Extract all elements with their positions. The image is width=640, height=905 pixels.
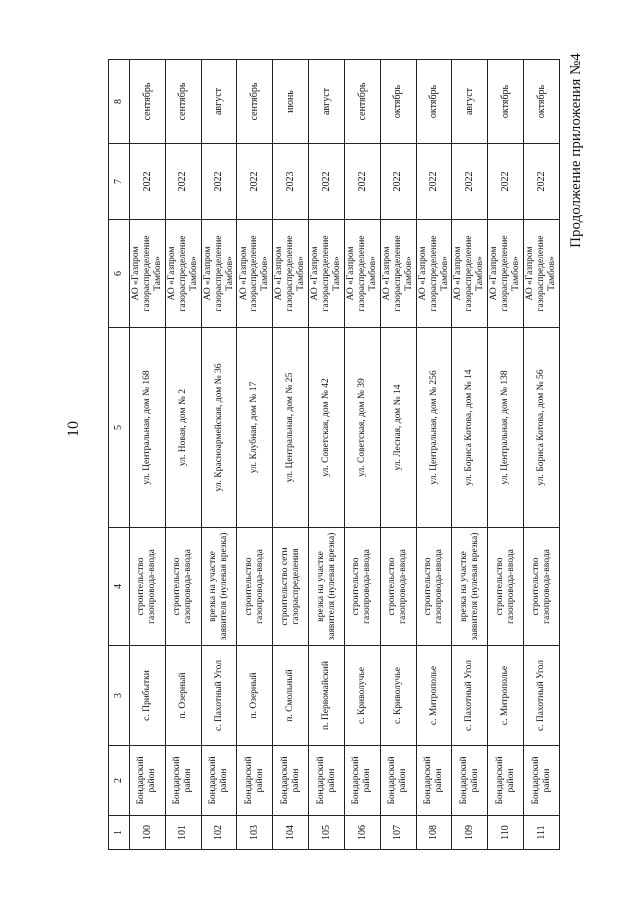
cell-row-number: 107 — [380, 816, 416, 850]
cell-year: 2022 — [344, 144, 380, 220]
cell-district: Бондарский район — [416, 746, 452, 816]
table-row — [524, 60, 560, 850]
cell-row-number: 110 — [488, 816, 524, 850]
cell-organization: АО «Газпром газораспределение Тамбов» — [237, 220, 273, 328]
cell-address: ул. Клубная, дом № 17 — [237, 328, 273, 528]
cell-row-number: 104 — [273, 816, 309, 850]
cell-year: 2022 — [201, 144, 237, 220]
cell-locality: с. Криволучье — [344, 646, 380, 746]
column-header-3: 3 — [109, 646, 130, 746]
cell-locality: п. Смольный — [273, 646, 309, 746]
column-header-6: 6 — [109, 220, 130, 328]
table-row — [130, 60, 166, 850]
cell-address: ул. Центральная, дом № 138 — [488, 328, 524, 528]
cell-locality: с. Прибытки — [130, 646, 166, 746]
cell-row-number: 103 — [237, 816, 273, 850]
appendix-title: Продолжение приложения №4 — [567, 52, 584, 248]
cell-locality: с. Митрополье — [416, 646, 452, 746]
cell-district: Бондарский район — [488, 746, 524, 816]
cell-month: октябрь — [380, 60, 416, 144]
cell-month: октябрь — [488, 60, 524, 144]
cell-month: октябрь — [524, 60, 560, 144]
cell-locality: п. Первомайский — [309, 646, 345, 746]
cell-locality: с. Митрополье — [488, 646, 524, 746]
cell-year: 2022 — [237, 144, 273, 220]
table-row — [165, 60, 201, 850]
cell-address: ул. Центральная, дом № 168 — [130, 328, 166, 528]
table-row — [309, 60, 345, 850]
cell-organization: АО «Газпром газораспределение Тамбов» — [273, 220, 309, 328]
cell-row-number: 100 — [130, 816, 166, 850]
cell-month: сентябрь — [165, 60, 201, 144]
cell-district: Бондарский район — [344, 746, 380, 816]
cell-organization: АО «Газпром газораспределение Тамбов» — [416, 220, 452, 328]
cell-address: ул. Новая, дом № 2 — [165, 328, 201, 528]
cell-month: сентябрь — [237, 60, 273, 144]
cell-district: Бондарский район — [237, 746, 273, 816]
table-row — [344, 60, 380, 850]
cell-organization: АО «Газпром газораспределение Тамбов» — [344, 220, 380, 328]
cell-row-number: 108 — [416, 816, 452, 850]
cell-month: сентябрь — [344, 60, 380, 144]
cell-organization: АО «Газпром газораспределение Тамбов» — [309, 220, 345, 328]
cell-locality: с. Пахотный Угол — [201, 646, 237, 746]
cell-month: сентябрь — [130, 60, 166, 144]
cell-year: 2022 — [416, 144, 452, 220]
cell-year: 2022 — [452, 144, 488, 220]
cell-locality: с. Пахотный Угол — [452, 646, 488, 746]
cell-organization: АО «Газпром газораспределение Тамбов» — [130, 220, 166, 328]
page-number: 10 — [65, 421, 82, 437]
cell-month: октябрь — [416, 60, 452, 144]
table-row — [201, 60, 237, 850]
works-table — [108, 59, 560, 850]
cell-row-number: 109 — [452, 816, 488, 850]
column-header-4: 4 — [109, 528, 130, 646]
cell-work-type: врезка на участке заявителя (нулевая врезка) — [201, 528, 237, 646]
cell-district: Бондарский район — [165, 746, 201, 816]
column-header-2: 2 — [109, 746, 130, 816]
cell-row-number: 106 — [344, 816, 380, 850]
cell-work-type: строительство газопровода-ввода — [488, 528, 524, 646]
table-body — [130, 60, 560, 850]
cell-year: 2023 — [273, 144, 309, 220]
cell-work-type: строительство газопровода-ввода — [130, 528, 166, 646]
cell-year: 2022 — [309, 144, 345, 220]
cell-locality: п. Озерный — [237, 646, 273, 746]
cell-year: 2022 — [524, 144, 560, 220]
cell-row-number: 105 — [309, 816, 345, 850]
cell-address: ул. Красноармейская, дом № 36 — [201, 328, 237, 528]
table-row — [488, 60, 524, 850]
table-row — [237, 60, 273, 850]
rotated-table-container — [108, 60, 560, 850]
cell-work-type: врезка на участке заявителя (нулевая врезка) — [452, 528, 488, 646]
cell-district: Бондарский район — [130, 746, 166, 816]
cell-district: Бондарский район — [273, 746, 309, 816]
cell-district: Бондарский район — [452, 746, 488, 816]
cell-row-number: 102 — [201, 816, 237, 850]
cell-organization: АО «Газпром газораспределение Тамбов» — [380, 220, 416, 328]
cell-address: ул. Центральная, дом № 25 — [273, 328, 309, 528]
appendix-title-container — [566, 52, 586, 248]
table-row — [380, 60, 416, 850]
cell-work-type: строительство газопровода-ввода — [165, 528, 201, 646]
table-row — [416, 60, 452, 850]
cell-work-type: строительство газопровода-ввода — [416, 528, 452, 646]
cell-address: ул. Советская, дом № 39 — [344, 328, 380, 528]
cell-locality: с. Криволучье — [380, 646, 416, 746]
cell-month: август — [309, 60, 345, 144]
table-row — [452, 60, 488, 850]
cell-district: Бондарский район — [201, 746, 237, 816]
cell-district: Бондарский район — [309, 746, 345, 816]
cell-organization: АО «Газпром газораспределение Тамбов» — [452, 220, 488, 328]
cell-organization: АО «Газпром газораспределение Тамбов» — [488, 220, 524, 328]
cell-work-type: врезка на участке заявителя (нулевая врезка) — [309, 528, 345, 646]
cell-work-type: строительство газопровода-ввода — [237, 528, 273, 646]
cell-month: август — [201, 60, 237, 144]
cell-work-type: строительство сети газораспределения — [273, 528, 309, 646]
cell-address: ул. Бориса Котова, дом № 56 — [524, 328, 560, 528]
cell-month: август — [452, 60, 488, 144]
cell-year: 2022 — [380, 144, 416, 220]
cell-work-type: строительство газопровода-ввода — [344, 528, 380, 646]
cell-district: Бондарский район — [524, 746, 560, 816]
cell-district: Бондарский район — [380, 746, 416, 816]
cell-organization: АО «Газпром газораспределение Тамбов» — [524, 220, 560, 328]
cell-year: 2022 — [130, 144, 166, 220]
cell-work-type: строительство газопровода-ввода — [524, 528, 560, 646]
cell-address: ул. Бориса Котова, дом № 14 — [452, 328, 488, 528]
table-row — [273, 60, 309, 850]
cell-year: 2022 — [488, 144, 524, 220]
cell-row-number: 101 — [165, 816, 201, 850]
cell-work-type: строительство газопровода-ввода — [380, 528, 416, 646]
column-header-7: 7 — [109, 144, 130, 220]
cell-locality: с. Пахотный Угол — [524, 646, 560, 746]
cell-month: июнь — [273, 60, 309, 144]
cell-row-number: 111 — [524, 816, 560, 850]
column-header-1: 1 — [109, 816, 130, 850]
column-header-8: 8 — [109, 60, 130, 144]
cell-address: ул. Советская, дом № 42 — [309, 328, 345, 528]
cell-year: 2022 — [165, 144, 201, 220]
cell-address: ул. Лесная, дом № 14 — [380, 328, 416, 528]
cell-address: ул. Центральная, дом № 256 — [416, 328, 452, 528]
cell-locality: п. Озерный — [165, 646, 201, 746]
cell-organization: АО «Газпром газораспределение Тамбов» — [165, 220, 201, 328]
header-row — [109, 60, 130, 850]
column-header-5: 5 — [109, 328, 130, 528]
cell-organization: АО «Газпром газораспределение Тамбов» — [201, 220, 237, 328]
